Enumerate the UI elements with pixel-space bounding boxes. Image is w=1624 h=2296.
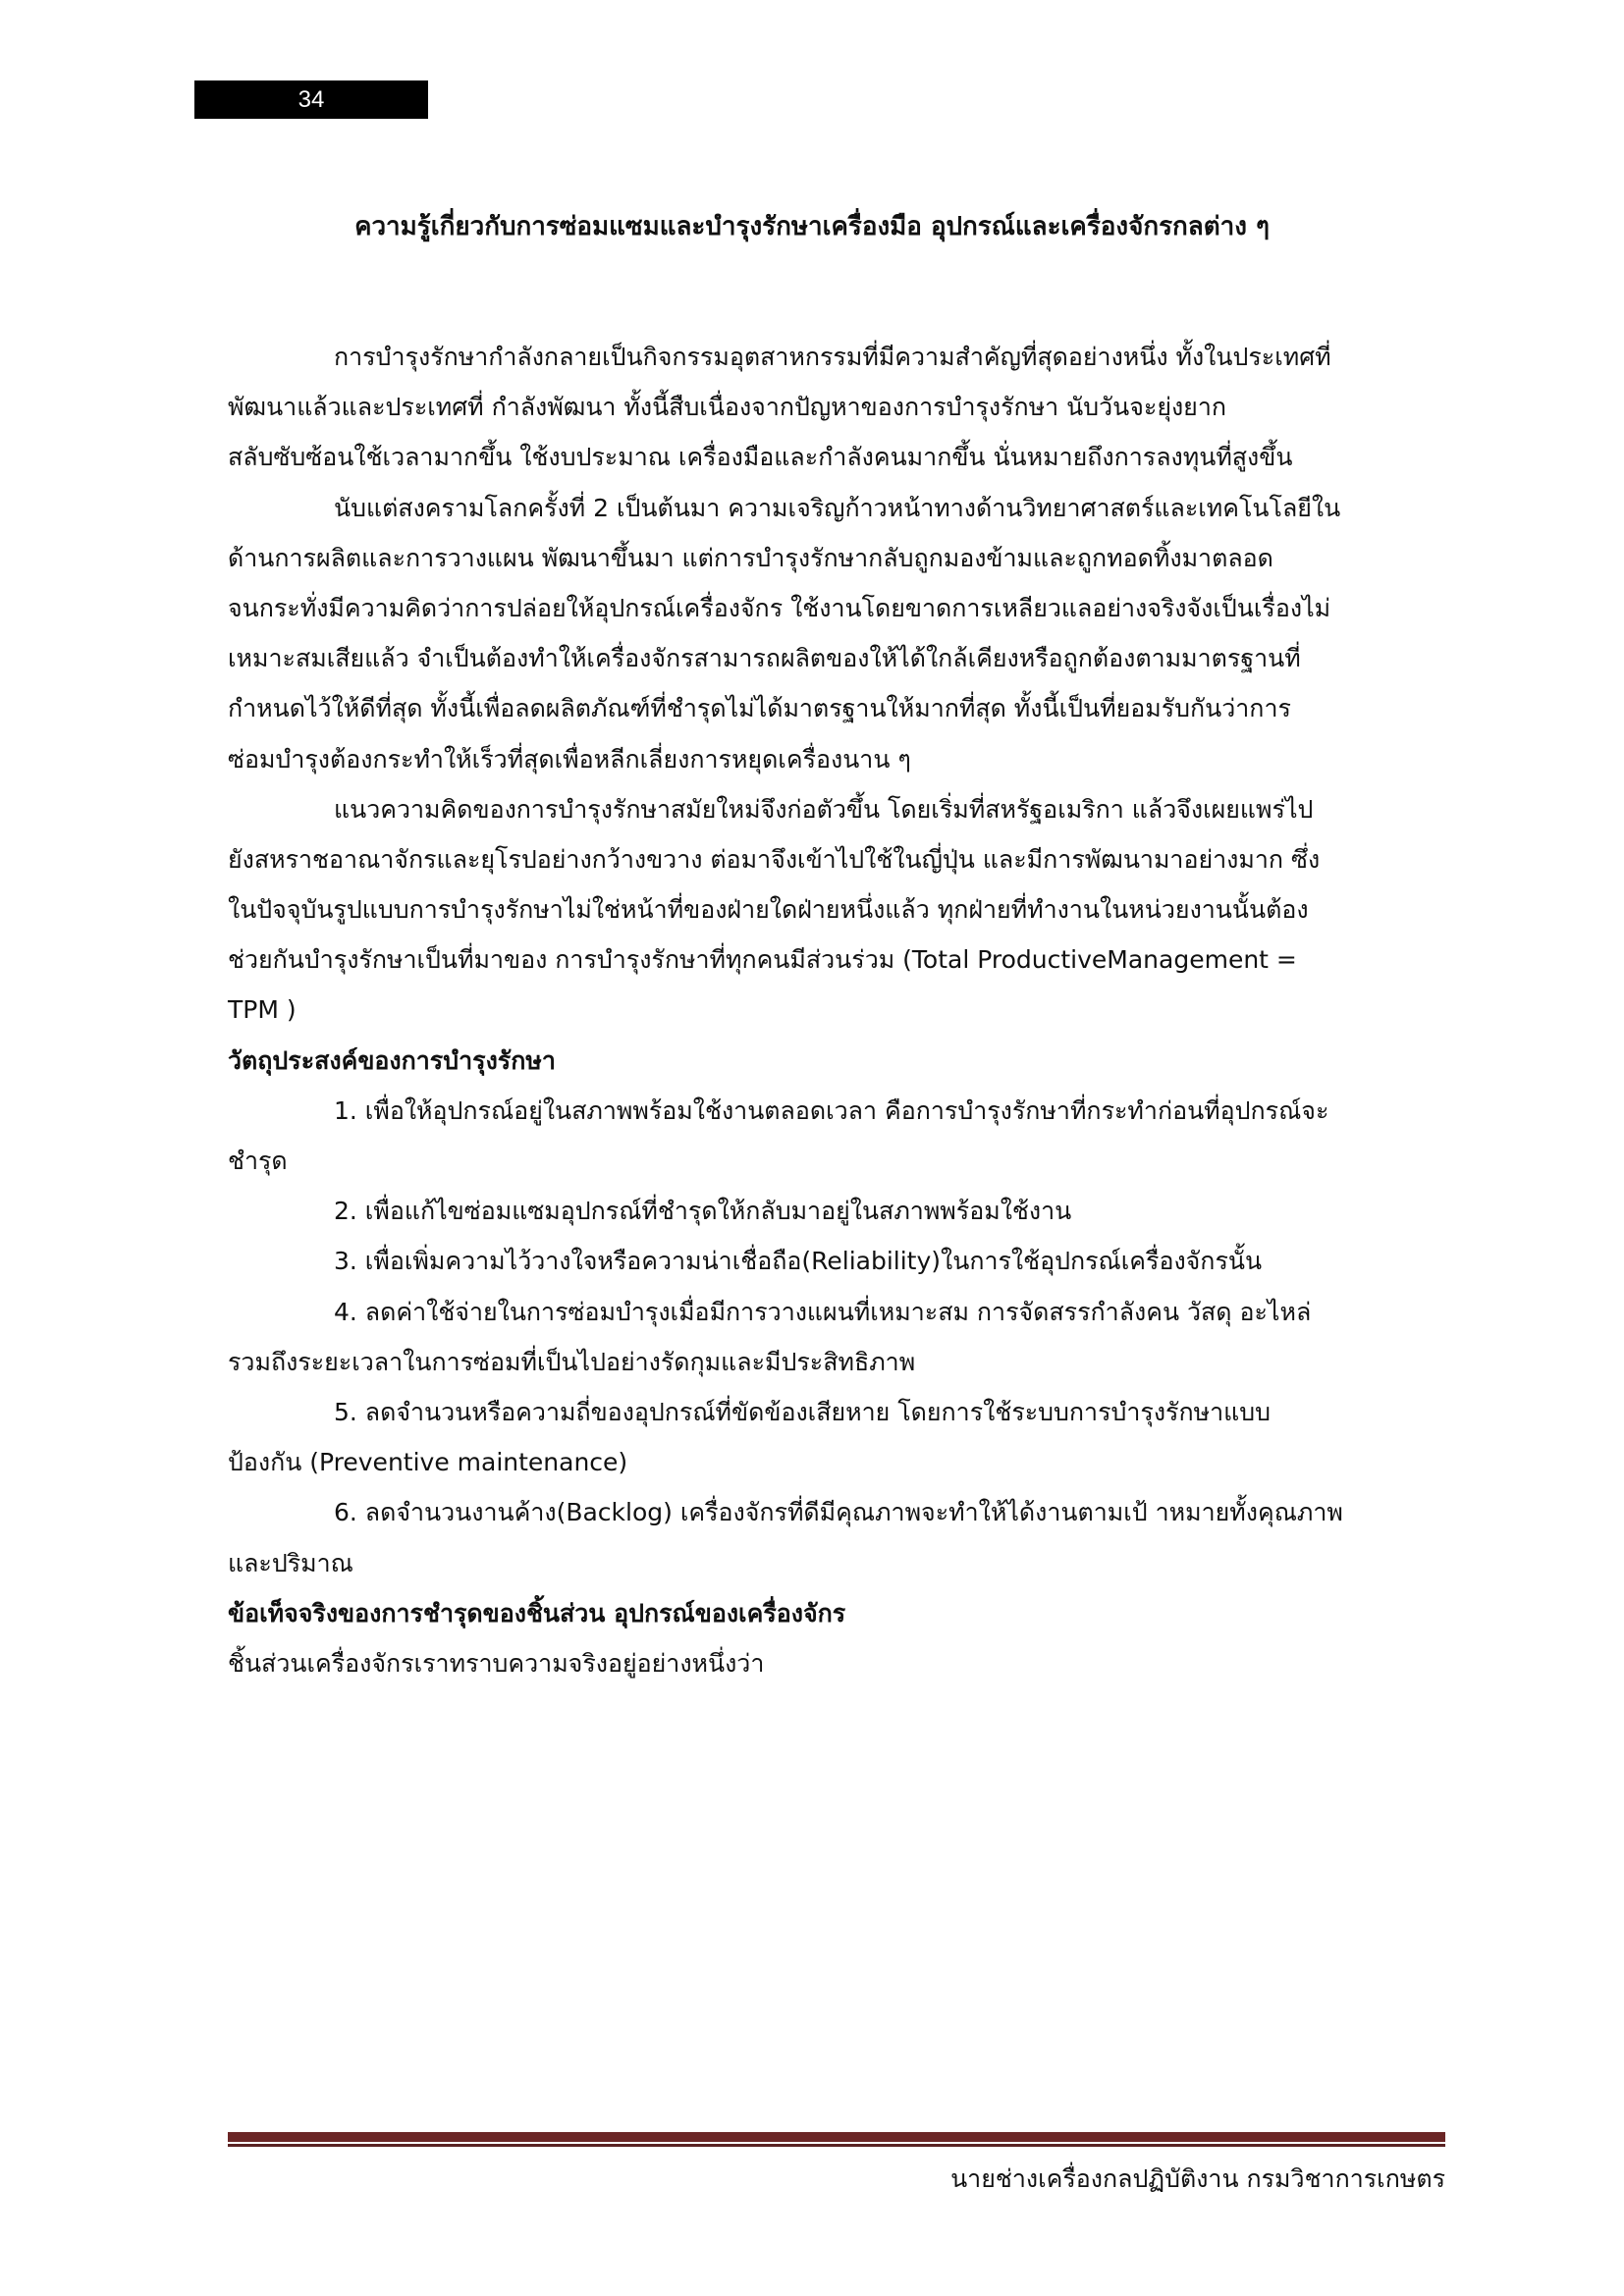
objective-item-5: 5. ลดจำนวนหรือความถี่ของอุปกรณ์ที่ขัดข้องเสียหาย โดยการใช้ระบบการบำรุงรักษาแบบ (334, 1397, 1271, 1426)
objective-item-1-cont: ชำรุด (228, 1147, 288, 1175)
objective-item-4: 4. ลดค่าใช้จ่ายในการซ่อมบำรุงเมื่อมีการวางแผนที่เหมาะสม การจัดสรรกำลังคน วัสดุ อะไหล่ (334, 1297, 1312, 1326)
paragraph-2-line: ด้านการผลิตและการวางแผน พัฒนาขึ้นมา แต่การบำรุงรักษากลับถูกมองข้ามและถูกทอดทิ้งมาตลอด (228, 543, 1273, 572)
paragraph-2-line: กำหนดไว้ให้ดีที่สุด ทั้งนี้เพื่อลดผลิตภัณฑ์ที่ชำรุดไม่ได้มาตรฐานให้มากที่สุด ทั้งนี้เป็นที่ยอมรับกันว่าการ (228, 694, 1291, 723)
footer-rule-thick (228, 2132, 1445, 2142)
paragraph-2-line: จนกระทั่งมีความคิดว่าการปล่อยให้อุปกรณ์เครื่องจักร ใช้งานโดยขาดการเหลียวแลอย่างจริงจังเป็นเรื่องไม่ (228, 593, 1331, 622)
objective-item-6-cont: และปริมาณ (228, 1548, 353, 1577)
objective-item-6: 6. ลดจำนวนงานค้าง(Backlog) เครื่องจักรที่ดีมีคุณภาพจะทำให้ได้งานตามเป้ าหมายทั้งคุณภาพ (334, 1498, 1343, 1527)
page-number-box (194, 80, 428, 119)
paragraph-2-line: ซ่อมบำรุงต้องกระทำให้เร็วที่สุดเพื่อหลีกเลี่ยงการหยุดเครื่องนาน ๆ (228, 744, 911, 774)
paragraph-3-line: ช่วยกันบำรุงรักษาเป็นที่มาของ การบำรุงรักษาที่ทุกคนมีส่วนร่วม (Total ProductiveManagement = (228, 945, 1297, 975)
page-title: ความรู้เกี่ยวกับการซ่อมแซมและบำรุงรักษาเครื่องมือ อุปกรณ์และเครื่องจักรกลต่าง ๆ (354, 212, 1270, 241)
objective-item-5-cont: ป้องกัน (Preventive maintenance) (228, 1448, 628, 1477)
objective-item-2: 2. เพื่อแก้ไขซ่อมแซมอุปกรณ์ที่ชำรุดให้กลับมาอยู่ในสภาพพร้อมใช้งาน (334, 1197, 1072, 1226)
document-body (228, 332, 1445, 1688)
paragraph-2-line: นับแต่สงครามโลกครั้งที่ 2 เป็นต้นมา ความเจริญก้าวหน้าทางด้านวิทยาศาสตร์และเทคโนโลยีใน (334, 493, 1341, 522)
facts-intro: ชิ้นส่วนเครื่องจักรเราทราบความจริงอยู่อย่างหนึ่งว่า (228, 1648, 765, 1678)
objectives-heading: วัตถุประสงค์ของการบำรุงรักษา (228, 1045, 556, 1075)
objective-item-4-cont: รวมถึงระยะเวลาในการซ่อมที่เป็นไปอย่างรัดกุมและมีประสิทธิภาพ (228, 1347, 916, 1376)
paragraph-2-line: เหมาะสมเสียแล้ว จำเป็นต้องทำให้เครื่องจักรสามารถผลิตของให้ได้ใกล้เคียงหรือถูกต้องตามมาตรฐานที่ (228, 644, 1301, 673)
paragraph-3-line: ยังสหราชอาณาจักรและยุโรปอย่างกว้างขวาง ต่อมาจึงเข้าไปใช้ในญี่ปุ่น และมีการพัฒนามาอย่างมาก ซึ่ง (228, 844, 1321, 874)
paragraph-1-line: การบำรุงรักษากำลังกลายเป็นกิจกรรมอุตสาหกรรมที่มีความสำคัญที่สุดอย่างหนึ่ง ทั้งในประเทศที่ (334, 343, 1331, 371)
objective-item-3: 3. เพื่อเพิ่มความไว้วางใจหรือความน่าเชื่อถือ(Reliability)ในการใช้อุปกรณ์เครื่องจักรนั้น (334, 1247, 1263, 1276)
objective-item-1: 1. เพื่อให้อุปกรณ์อยู่ในสภาพพร้อมใช้งานตลอดเวลา คือการบำรุงรักษาที่กระทำก่อนที่อุปกรณ์จะ (334, 1095, 1329, 1125)
paragraph-3-line: แนวความคิดของการบำรุงรักษาสมัยใหม่จึงก่อตัวขึ้น โดยเริ่มที่สหรัฐอเมริกา แล้วจึงเผยแพร่ไป (334, 794, 1314, 824)
page-number: 34 (298, 85, 325, 113)
paragraph-3-line: ในปัจจุบันรูปแบบการบำรุงรักษาไม่ใช่หน้าที่ของฝ่ายใดฝ่ายหนึ่งแล้ว ทุกฝ่ายที่ทำงานในหน่วยงานนั้นต้อง (228, 895, 1309, 925)
footer-rule-thin (228, 2144, 1445, 2147)
facts-heading: ข้อเท็จจริงของการชำรุดของชิ้นส่วน อุปกรณ์ของเครื่องจักร (228, 1598, 846, 1628)
paragraph-3-line: TPM ) (228, 995, 297, 1025)
paragraph-1-line: พัฒนาแล้วและประเทศที่ กำลังพัฒนา ทั้งนี้สืบเนื่องจากปัญหาของการบำรุงรักษา นับวันจะยุ่งยาก (228, 393, 1227, 422)
paragraph-1-line: สลับซับซ้อนใช้เวลามากขึ้น ใช้งบประมาณ เครื่องมือและกำลังคนมากขึ้น นั่นหมายถึงการลงทุนที่สูงขึ้น (228, 443, 1293, 472)
footer-text: นายช่างเครื่องกลปฏิบัติงาน กรมวิชาการเกษตร (950, 2164, 1445, 2193)
